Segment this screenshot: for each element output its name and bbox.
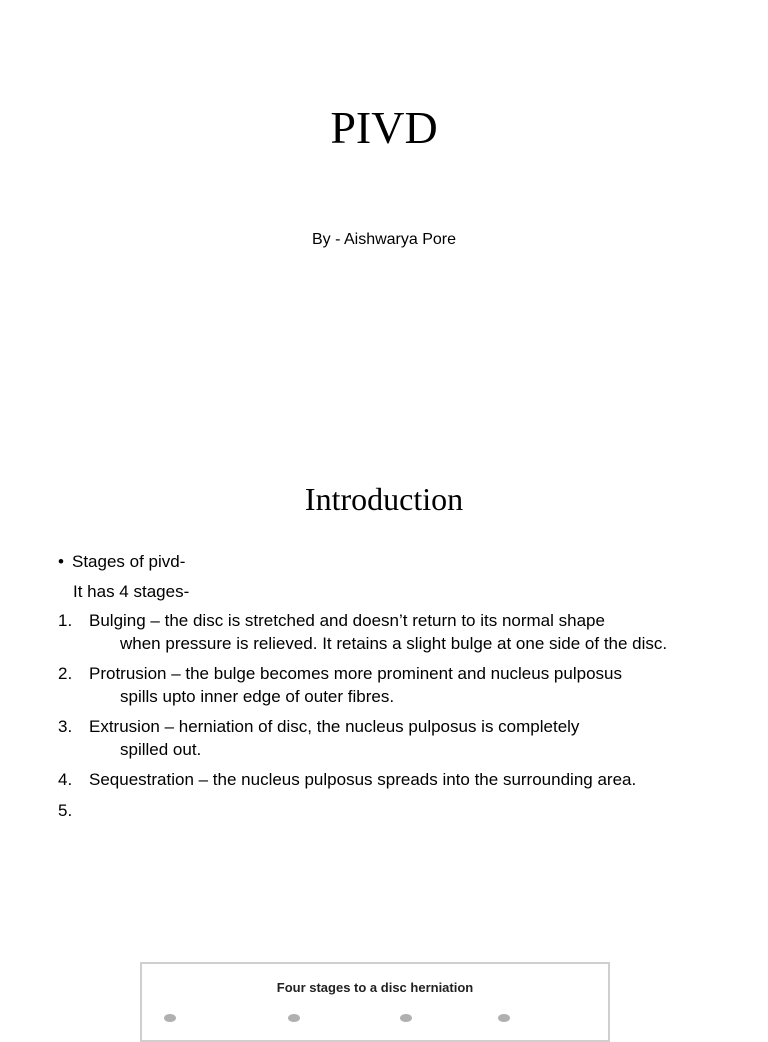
bullet-item — [58, 551, 738, 574]
list-item — [58, 716, 738, 761]
slide-title: PIVD — [330, 102, 438, 153]
disc-illustration-icon — [288, 1014, 300, 1022]
bullet-icon: • — [58, 552, 64, 571]
list-item-continuation: when pressure is relieved. It retains a slight bulge at one side of the disc. — [120, 633, 668, 653]
list-item-continuation: spilled out. — [120, 739, 202, 759]
list-number: 2. — [58, 664, 73, 683]
section-title: Introduction — [304, 481, 464, 517]
list-number: 4. — [58, 770, 73, 789]
disc-illustration-icon — [498, 1014, 510, 1022]
list-item-text: Protrusion – the bulge becomes more prominent and nucleus pulposus — [89, 664, 622, 683]
list-item — [58, 800, 738, 822]
list-item-continuation: spills upto inner edge of outer fibres. — [120, 686, 395, 706]
stages-count-text: It has 4 stages- — [73, 581, 190, 601]
list-number: 3. — [58, 717, 73, 736]
list-item — [58, 610, 738, 655]
content-body — [58, 551, 738, 830]
list-item-text: Extrusion – herniation of disc, the nucleus pulposus is completely — [89, 717, 580, 736]
list-item — [58, 663, 738, 708]
disc-illustration-icon — [164, 1014, 176, 1022]
list-item — [58, 769, 738, 792]
list-number: 5. — [58, 800, 73, 820]
list-item-text: Bulging – the disc is stretched and doesn’t return to its normal shape — [89, 611, 605, 630]
figure-title: Four stages to a disc herniation — [276, 980, 474, 995]
list-item-text: Sequestration – the nucleus pulposus spreads into the surrounding area. — [89, 770, 637, 789]
disc-illustration-row — [142, 1014, 608, 1034]
disc-illustration-icon — [400, 1014, 412, 1022]
herniation-figure — [140, 962, 610, 1042]
stages-list — [58, 610, 738, 822]
bullet-text: Stages of pivd- — [72, 552, 186, 571]
list-number: 1. — [58, 611, 73, 630]
slide-subtitle: By - Aishwarya Pore — [311, 231, 457, 248]
